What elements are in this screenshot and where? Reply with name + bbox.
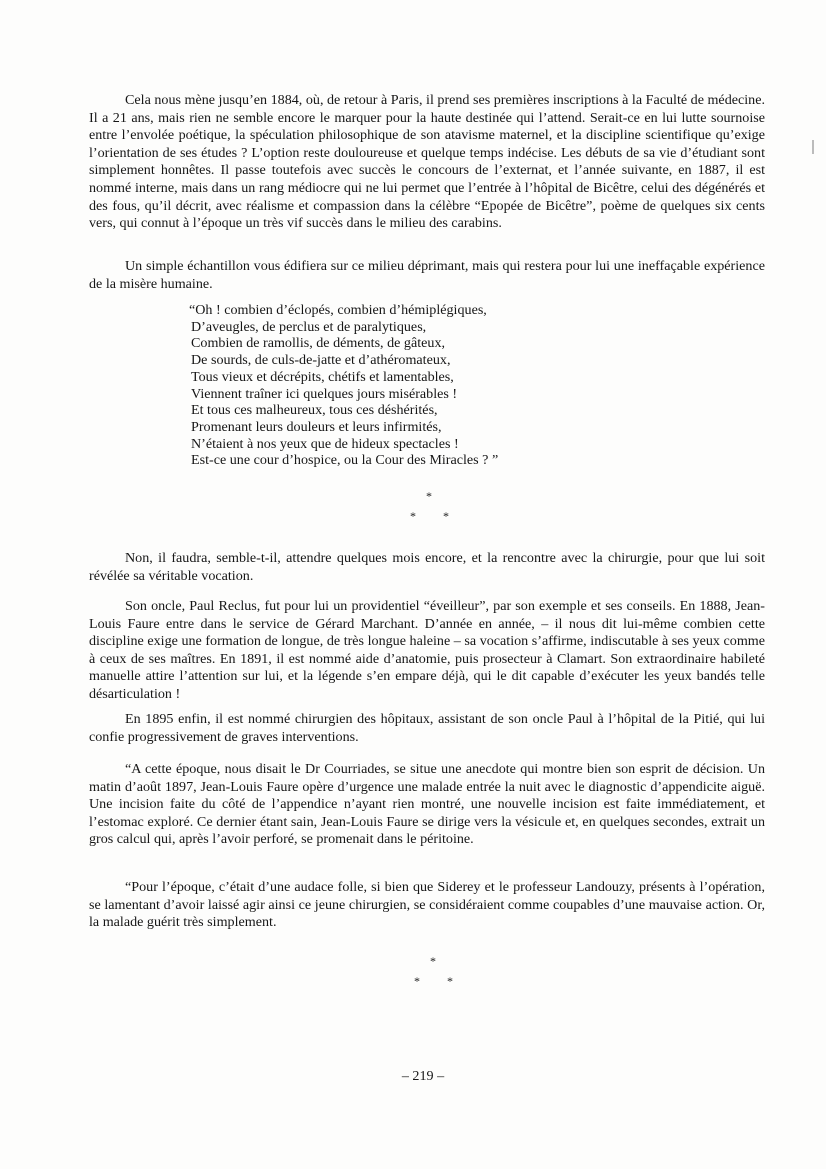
poem-line: Combien de ramollis, de déments, de gâteux, — [191, 335, 446, 352]
poem-line: De sourds, de culs-de-jatte et d’athéromateux, — [191, 352, 451, 369]
paragraph-text: “Pour l’époque, c’était d’une audace folle, si bien que Siderey et le professeur Landouzy, présents à l’opération, se lamentant d’avoir laissé agir ainsi ce jeune chirurgien, se considéraient comme coupables d’une mauvaise action. Or, la malade guérit très simplement. — [89, 879, 765, 931]
paragraph-uncle — [89, 598, 765, 704]
separator-star: * — [410, 509, 416, 523]
paragraph-surgeon — [89, 711, 765, 746]
separator-star: * — [447, 974, 453, 988]
poem-line: Est-ce une cour d’hospice, ou la Cour des Miracles ? ” — [191, 452, 499, 469]
margin-mark — [812, 140, 814, 154]
poem-line: Promenant leurs douleurs et leurs infirmités, — [191, 418, 442, 435]
poem-line: Et tous ces malheureux, tous ces déshérités, — [191, 402, 438, 419]
poem-line: D’aveugles, de perclus et de paralytiques, — [191, 318, 427, 335]
paragraph-text: “A cette époque, nous disait le Dr Courriades, se situe une anecdote qui montre bien son esprit de décision. Un matin d’août 1897, Jean-Louis Faure opère d’urgence une malade entrée la nuit avec le diagnostic d’appendicite aiguë. Une incision faite du côté de l’appendice n’ayant rien montré, une nouvelle incision est faite immédiatement, et l’estomac exploré. Ce dernier étant sain, Jean-Louis Faure se dirige vers la vésicule et, en quelques secondes, extrait un gros calcul qui, après l’avoir perforé, se promenait dans le péritoine. — [89, 761, 765, 848]
paragraph-text: En 1895 enfin, il est nommé chirurgien des hôpitaux, assistant de son oncle Paul à l’hôpital de la Pitié, qui lui confie progressivement de graves interventions. — [89, 711, 765, 745]
section-separator — [404, 955, 464, 989]
separator-star: * — [430, 954, 436, 968]
poem-line: “Oh ! combien d’éclopés, combien d’hémiplégiques, — [189, 302, 487, 318]
poem-quote — [189, 302, 609, 469]
paragraph-vocation — [89, 550, 765, 585]
paragraph-audacity — [89, 879, 765, 932]
poem-line: Viennent traîner ici quelques jours misérables ! — [191, 385, 458, 402]
paragraph-text: Cela nous mène jusqu’en 1884, où, de retour à Paris, il prend ses premières inscriptions à la Faculté de médecine. Il a 21 ans, mais rien ne semble encore le marquer pour la haute destinée qui l’attend. Serait-ce en lui lutte sournoise entre l’envolée poétique, la spéculation philosophique de son atavisme maternel, et la discipline scientifique qu’exige l’orientation de ses études ? L’option reste douloureuse et quelque temps indécise. Les débuts de sa vie d’étudiant sont simplement honnêtes. Il passe toutefois avec succès le concours de l’externat, et l’année suivante, en 1887, il est nommé interne, mais dans un rang médiocre qui ne lui permet que l’entrée à l’hôpital de Bicêtre, celui des dégénérés et des fous, qu’il décrit, avec réalisme et compassion dans la célèbre “Epopée de Bicêtre”, poème de quelques six cents vers, qui connut à l’époque un très vif succès dans le milieu des carabins. — [89, 92, 765, 232]
paragraph-text: Non, il faudra, semble-t-il, attendre quelques mois encore, et la rencontre avec la chirurgie, pour que lui soit révélée sa véritable vocation. — [89, 550, 765, 584]
paragraph-text: Son oncle, Paul Reclus, fut pour lui un providentiel “éveilleur”, par son exemple et ses conseils. En 1888, Jean-Louis Faure entre dans le service de Gérard Marchant. D’année en année, – il nous dit lui-même combien cette discipline exige une formation de longue, de très longue haleine – sa vocation s’affirme, indiscutable à ses yeux comme à ceux de ses maîtres. En 1891, il est nommé aide d’anatomie, puis prosecteur à Clamart. Son extraordinaire habileté manuelle attire l’attention sur lui, et la légende s’en empare déjà, qui le dit capable d’exécuter les yeux bandés telle désarticulation ! — [89, 598, 765, 702]
page-number: – 219 – — [401, 1068, 445, 1084]
separator-star: * — [443, 509, 449, 523]
paragraph-sample-intro — [89, 258, 765, 293]
poem-line: N’étaient à nos yeux que de hideux spectacles ! — [191, 435, 459, 452]
separator-star: * — [426, 489, 432, 503]
paragraph-intro — [89, 92, 765, 233]
paragraph-anecdote — [89, 761, 765, 849]
poem-line: Tous vieux et décrépits, chétifs et lamentables, — [191, 368, 454, 385]
section-separator — [400, 490, 460, 524]
paragraph-text: Un simple échantillon vous édifiera sur ce milieu déprimant, mais qui restera pour lui une ineffaçable expérience de la misère humaine. — [89, 258, 765, 292]
separator-star: * — [414, 974, 420, 988]
